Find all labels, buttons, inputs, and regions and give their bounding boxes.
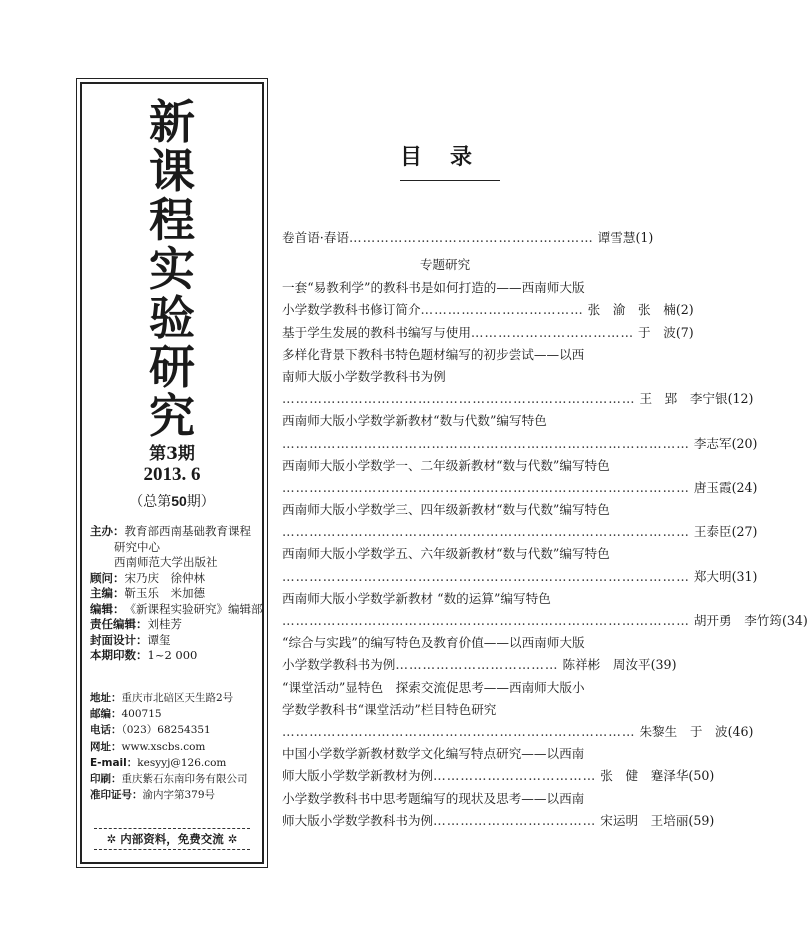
toc-entry-9-line1: “综合与实践”的编写特色及教育价值——以西南师大版 — [282, 635, 585, 651]
leader-dots: ……………………………… — [395, 657, 559, 673]
website-row: 网址：www.xscbs.com — [90, 740, 206, 753]
masthead-panel-inner-border — [80, 82, 264, 864]
title-char: 新 — [149, 95, 195, 149]
toc-entry-10-line3: …………………………………………………………………… 朱黎生 于 波(46) — [282, 721, 608, 743]
masthead-panel — [76, 78, 268, 868]
leader-dots: ……………………………………………………………………………… — [282, 568, 690, 584]
issue-date: 2013. 6 — [143, 464, 201, 485]
toc-entry-7-line2: ……………………………………………………………………………… 郑大明(31) — [282, 566, 608, 588]
leader-dots: ……………………………………………………………………………… — [282, 479, 690, 495]
toc-entry-4-line2: ……………………………………………………………………………… 李志军(20) — [282, 433, 608, 455]
advisor-row: 顾问： 宋乃庆 徐仲林 — [90, 570, 205, 585]
title-char: 程 — [149, 193, 195, 247]
toc-entry-3-line2: 南师大版小学数学教科书为例 — [282, 368, 446, 384]
email-row: E-mail：kesyyj@126.com — [90, 756, 227, 769]
cover-design-row: 封面设计： 谭玺 — [90, 632, 171, 647]
title-char: 验 — [149, 291, 195, 345]
total-issue: （总第50期） — [129, 493, 215, 510]
toc-entry-4-line1: 西南师大版小学数学新教材“数与代数”编写特色 — [282, 413, 547, 429]
title-char: 研 — [149, 340, 195, 394]
toc-entries — [282, 227, 808, 832]
toc-entry-6-line1: 西南师大版小学数学三、四年级新教材“数与代数”编写特色 — [282, 502, 610, 518]
printer-row: 印刷：重庆紫石东南印务有限公司 — [90, 773, 248, 786]
contact-info — [90, 690, 272, 803]
toc-entry-preface: 卷首语·春语 ……………………………………………… 谭雪慧(1) — [282, 227, 608, 249]
toc-entry-8-line1: 西南师大版小学数学新教材 “数的运算”编写特色 — [282, 590, 551, 606]
toc-entry-12-line2: 师大版小学数学教科书为例 ……………………………… 宋运明 王培丽(59) — [282, 810, 608, 832]
free-exchange-notice: ✲ 内部资料，免费交流 ✲ — [94, 828, 250, 850]
leader-dots: …………………………………………………………………… — [282, 723, 636, 739]
leader-dots: ……………………………………………………………………………… — [282, 435, 690, 451]
toc-entry-8-line2: ……………………………………………………………………………… 胡开勇 李竹筠(34) — [282, 610, 608, 632]
leader-dots: ……………………………………………………………………………… — [282, 613, 690, 628]
toc-entry-2: 基于学生发展的教科书编写与使用 ……………………………… 于 波(7) — [282, 322, 608, 344]
print-count-row: 本期印数： 1~2 000 — [90, 648, 198, 662]
leader-dots: ……………………………… — [433, 768, 597, 784]
host-line-2: 研究中心 — [114, 539, 160, 554]
leader-dots: ……………………………… — [420, 302, 584, 318]
toc-entry-1-line2: 小学数学教科书修订简介 ……………………………… 张 渝 张 楠(2) — [282, 299, 608, 321]
phone-row: 电话：（023）68254351 — [90, 724, 211, 737]
leader-dots: ……………………………… — [433, 812, 597, 828]
toc-entry-3-line1: 多样化背景下教科书特色题材编写的初步尝试——以西 — [282, 346, 585, 362]
section-heading: 专题研究 — [419, 257, 471, 273]
leader-dots: ……………………………………………… — [348, 230, 594, 245]
postcode-row: 邮编：400715 — [90, 708, 162, 721]
toc-title: 目录 — [400, 145, 501, 170]
leader-dots: …………………………………………………………………… — [282, 391, 636, 407]
leader-dots: ……………………………… — [470, 324, 635, 340]
title-char: 课 — [149, 144, 195, 198]
host-row: 主办： 教育部西南基础教育课程 — [90, 524, 251, 538]
toc-entry-5-line2: ……………………………………………………………………………… 唐玉霞(24) — [282, 477, 608, 499]
toc-entry-11-line1: 中国小学数学新教材数学文化编写特点研究——以西南 — [282, 746, 585, 762]
title-char: 实 — [149, 242, 195, 296]
permit-row: 准印证号：渝内字第379号 — [90, 789, 216, 802]
toc-entry-3-line3: …………………………………………………………………… 王 郢 李宁银(12) — [282, 388, 608, 410]
address-row: 地址：重庆市北碚区天生路2号 — [90, 692, 234, 704]
leader-dots: ……………………………………………………………………………… — [282, 524, 690, 540]
toc-entry-10-line1: “课堂活动”显特色 探索交流促思考——西南师大版小 — [282, 679, 585, 695]
toc-entry-1-line1: 一套“易教利学”的教科书是如何打造的——西南师大版 — [282, 280, 585, 296]
toc-entry-9-line2: 小学数学教科书为例 ……………………………… 陈祥彬 周汝平(39) — [282, 654, 608, 676]
toc-entry-7-line1: 西南师大版小学数学五、六年级新教材“数与代数”编写特色 — [282, 546, 610, 562]
title-char: 究 — [149, 389, 195, 443]
host-line-3: 西南师范大学出版社 — [114, 555, 218, 569]
toc-entry-12-line1: 小学数学教科书中思考题编写的现状及思考——以西南 — [282, 790, 585, 806]
responsible-editor-row: 责任编辑： 刘桂芳 — [90, 617, 182, 631]
issue-number: 第3期 — [149, 444, 195, 464]
editor-row: 主编： 靳玉乐 米加德 — [90, 586, 205, 600]
toc-title-underline — [400, 180, 500, 181]
magazine-title — [82, 95, 262, 443]
toc-entry-11-line2: 师大版小学数学新教材为例 ……………………………… 张 健 蹇泽华(50) — [282, 765, 608, 787]
toc-entry-10-line2: 学数学教科书“课堂活动”栏目特色研究 — [282, 701, 497, 717]
masthead-credits — [90, 524, 270, 664]
toc-entry-6-line2: ……………………………………………………………………………… 王泰臣(27) — [282, 521, 608, 543]
toc-entry-5-line1: 西南师大版小学数学一、二年级新教材“数与代数”编写特色 — [282, 457, 610, 473]
compile-row: 编辑： 《新课程实验研究》编辑部 — [90, 601, 263, 616]
